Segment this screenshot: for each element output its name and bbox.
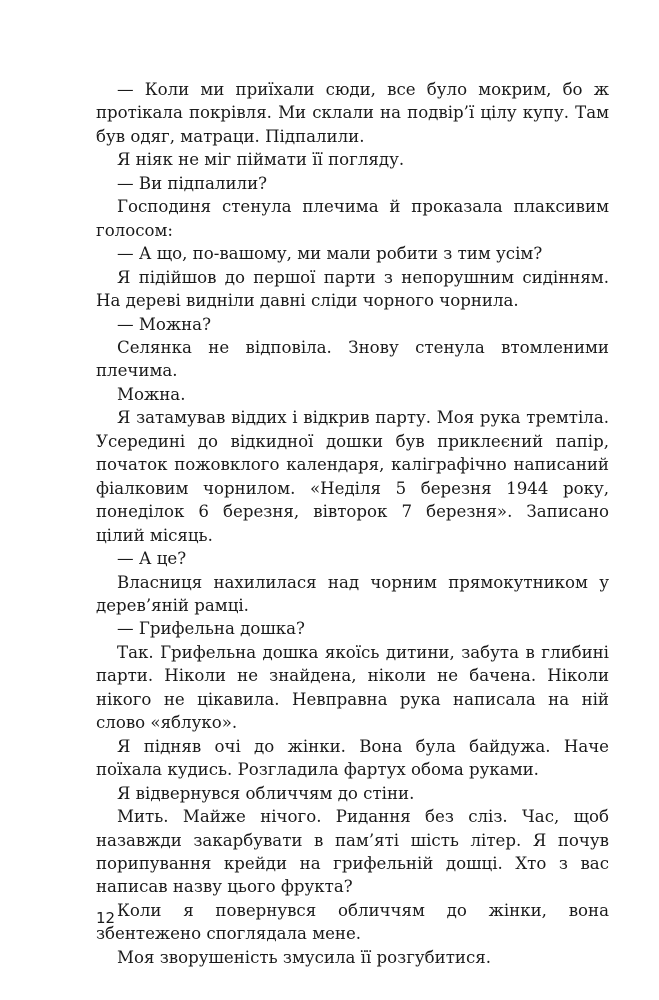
paragraph: Я затамував віддих і відкрив парту. Моя рука тремтіла. Усередині до відкидної дошки був приклеєний папір, початок пожовклого календаря, каліграфічно написаний фіалковим чорнилом. «Неділя 5 березня 1944 року, понеділок 6 березня, вівторок 7 березня». Записано цілий місяць.: [96, 408, 609, 545]
paragraph: Я підійшов до першої парти з непорушним сидінням. На дереві видніли давні сліди чорного чорнила.: [96, 267, 609, 311]
paragraph: Господиня стенула плечима й проказала плаксивим голосом:: [96, 197, 609, 240]
paragraph: Моя зворушеність змусила її розгубитися.: [117, 947, 492, 967]
paragraph: Я підняв очі до жінки. Вона була байдужа. Наче поїхала кудись. Розгладила фартух обома руками.: [96, 736, 609, 780]
paragraph: Я відвернувся обличчям до стіни.: [117, 783, 415, 803]
paragraph: Селянка не відповіла. Знову стенула втомленими плечима.: [96, 337, 609, 381]
paragraph: Я ніяк не міг піймати її погляду.: [117, 150, 405, 170]
paragraph: — Ви підпалили?: [117, 173, 268, 193]
page-body: [96, 78, 609, 969]
paragraph: Так. Грифельна дошка якоїсь дитини, забута в глибині парти. Ніколи не знайдена, ніколи не бачена. Ніколи нікого не цікавила. Невправна рука написала на ній слово «яблуко».: [96, 642, 609, 733]
paragraph: — А що, по-вашому, ми мали робити з тим усім?: [117, 244, 543, 264]
paragraph: Коли я повернувся обличчям до жінки, вона збентежено споглядала мене.: [96, 900, 609, 944]
paragraph: Мить. Майже нічого. Ридання без сліз. Час, щоб назавжди закарбувати в пам’яті шість літер. Я почув порипування крейди на грифельній дошці. Хто з вас написав назву цього фрукта?: [96, 807, 609, 897]
paragraph: — А це?: [117, 549, 187, 569]
paragraph: Можна.: [117, 384, 186, 404]
paragraph: Власниця нахилилася над чорним прямокутником у дерев’яній рамці.: [96, 572, 609, 615]
paragraph: — Грифельна дошка?: [117, 619, 305, 639]
paragraph: — Коли ми приїхали сюди, все було мокрим, бо ж протікала покрівля. Ми склали на подвір’ї цілу купу. Там був одяг, матраци. Підпалили.: [96, 80, 609, 146]
paragraph: — Можна?: [117, 314, 211, 334]
page-number: 12: [96, 909, 116, 927]
